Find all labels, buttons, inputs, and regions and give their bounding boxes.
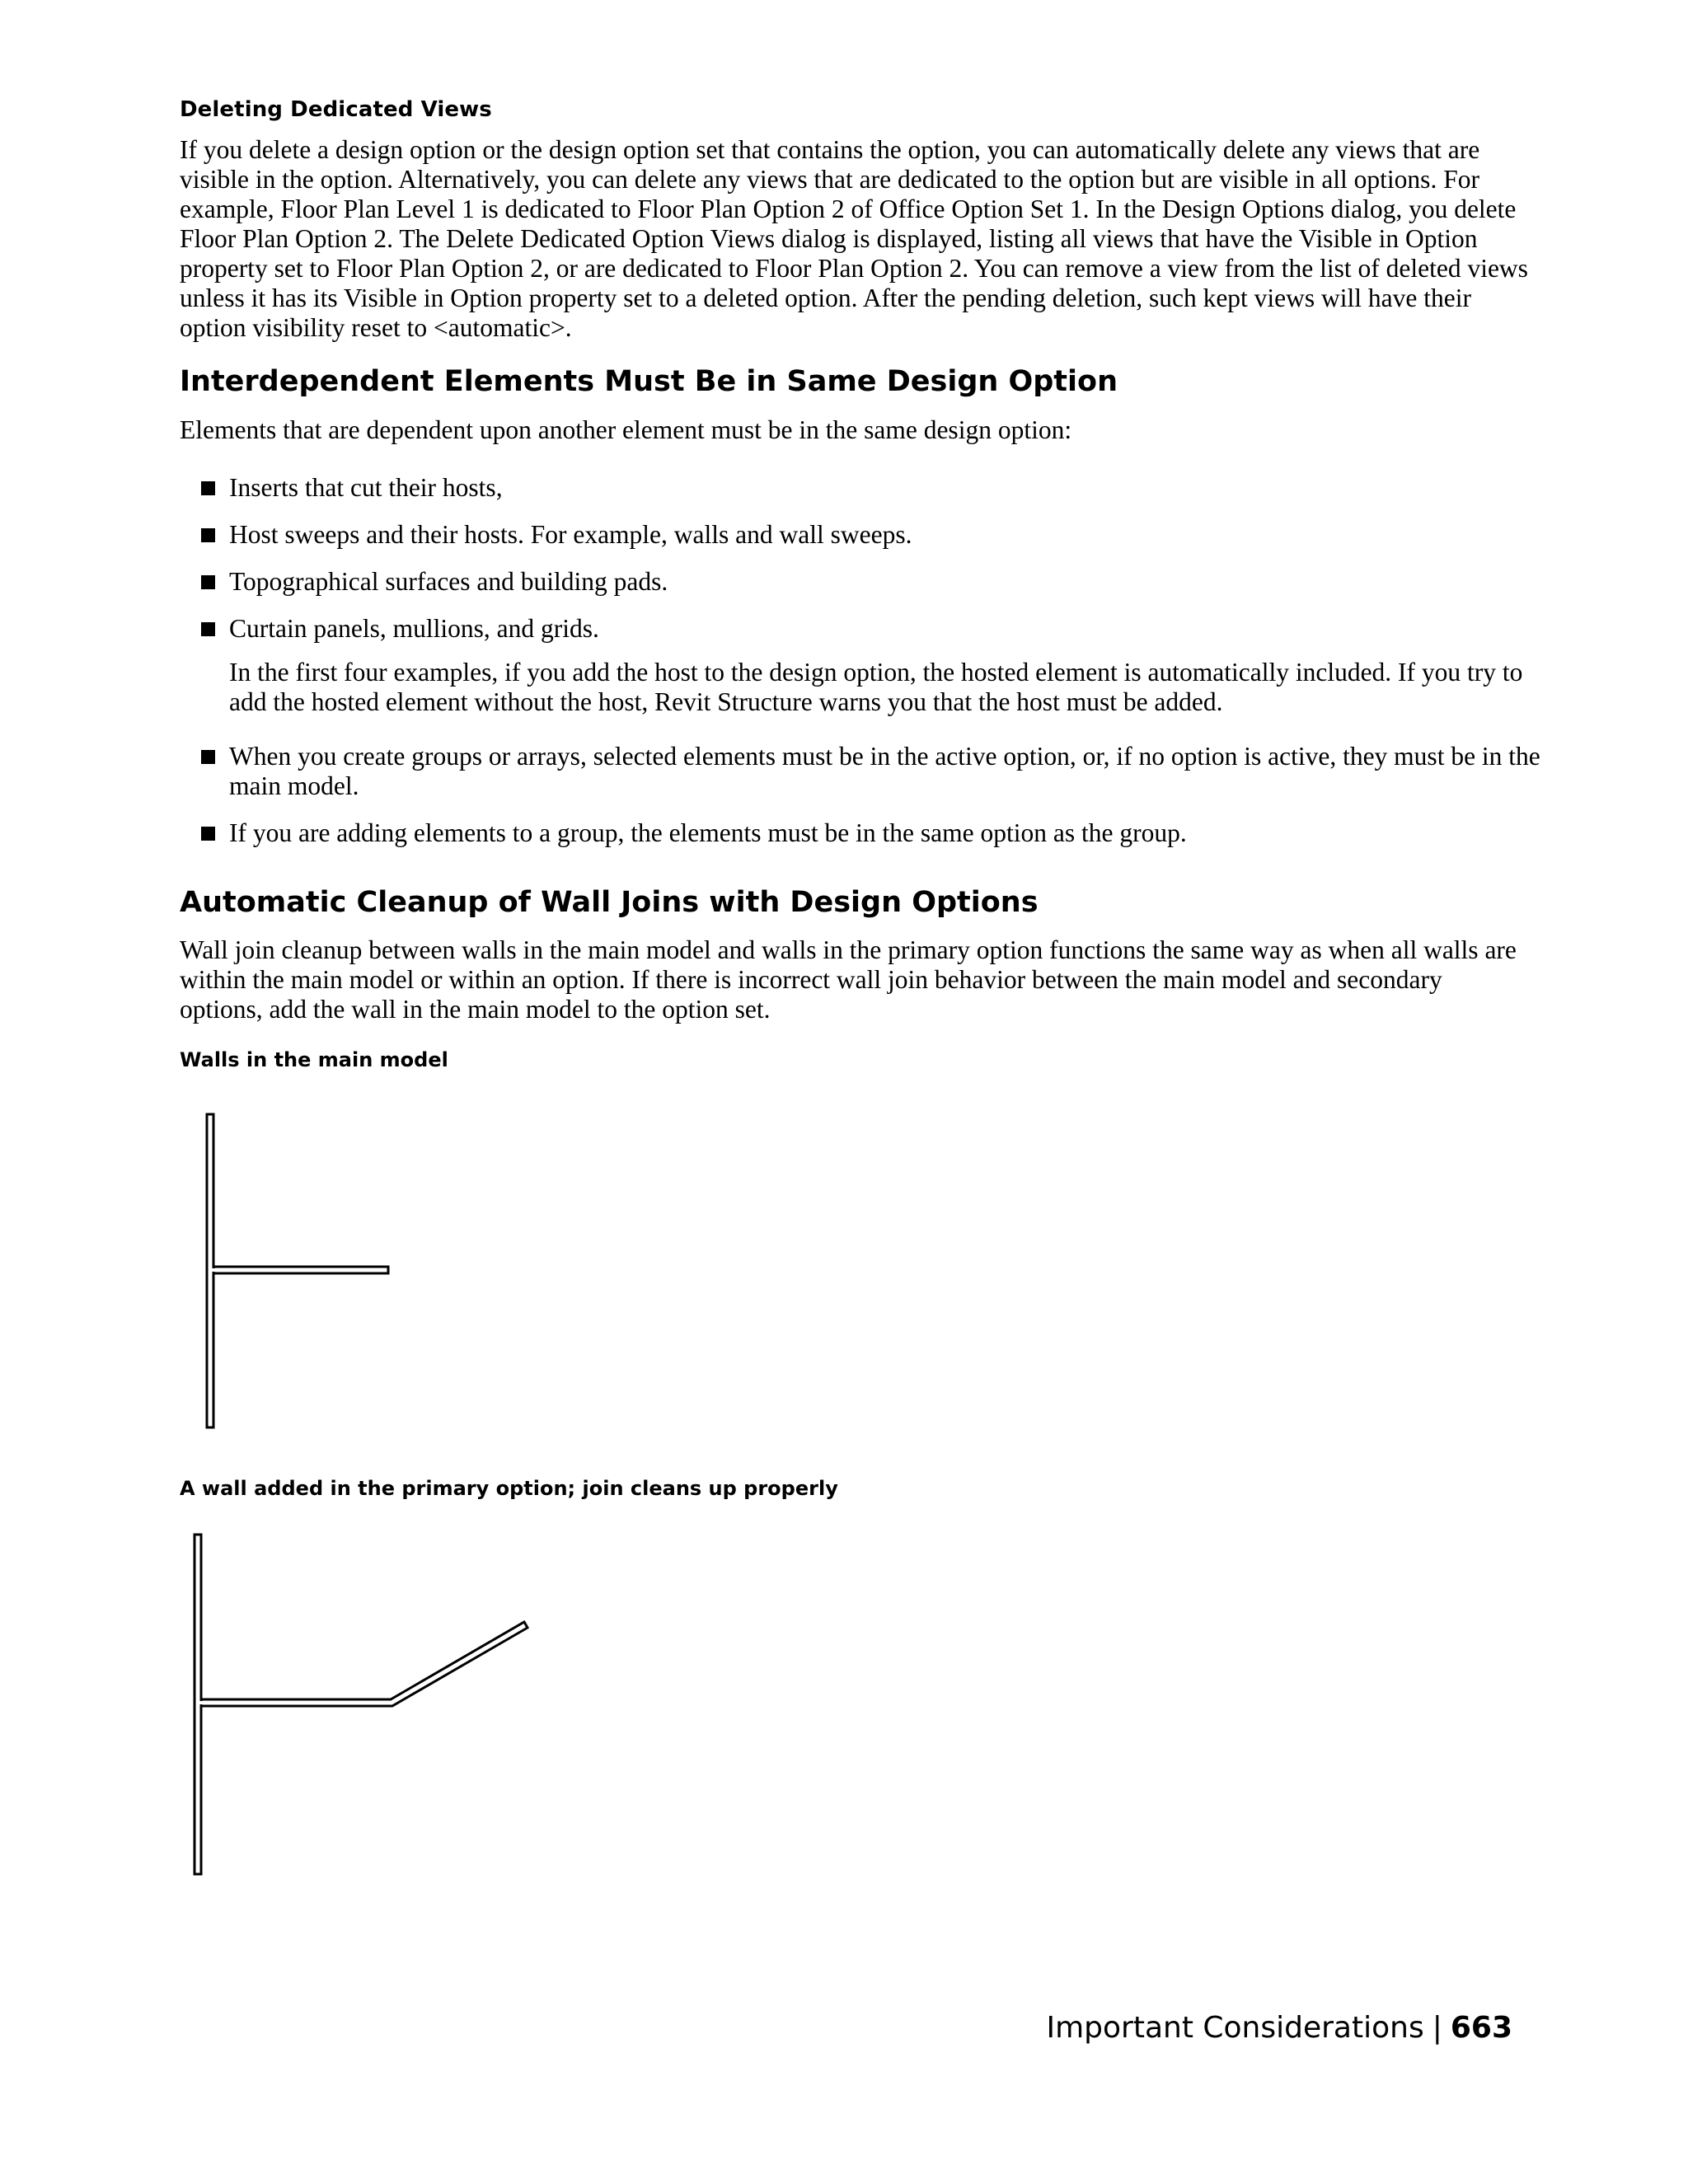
figure-caption-primary-option: A wall added in the primary option; join cleans up properly <box>180 1477 838 1500</box>
list-item <box>201 614 1564 644</box>
figure-wall-primary-option <box>0 1525 1688 1887</box>
bullet-square-icon <box>201 575 215 589</box>
paragraph-hosted-element-note: In the first four examples, if you add the host to the design option, the hosted element is automatically included. If you try to add the hosted element without the host, Revit Structure warns you that the host must be added. <box>229 658 1523 716</box>
list-item-text: If you are adding elements to a group, the elements must be in the same option as the group. <box>229 818 1187 847</box>
list-item-text: Inserts that cut their hosts, <box>229 473 503 502</box>
page-number: 663 <box>1450 2011 1512 2045</box>
bullet-square-icon <box>201 750 215 764</box>
heading-deleting-dedicated-views: Deleting Dedicated Views <box>180 97 492 122</box>
list-item <box>201 567 1564 597</box>
angled-wall <box>201 1622 528 1706</box>
list-item <box>201 520 1564 550</box>
footer-separator: | <box>1432 2011 1442 2045</box>
figure-walls-main-model <box>0 1104 1688 1451</box>
list-item-text: Curtain panels, mullions, and grids. <box>229 614 599 643</box>
bullet-square-icon <box>201 622 215 636</box>
footer-section-title: Important Considerations <box>1046 2011 1424 2045</box>
bullet-square-icon <box>201 481 215 495</box>
paragraph-automatic-cleanup: Wall join cleanup between walls in the main model and walls in the primary option functions the same way as when all walls are within the main model or within an option. If there is incorrect wall join behavior between the main model and secondary options, add the wall in the main model to the option set. <box>180 935 1517 1024</box>
list-item-text: Topographical surfaces and building pads. <box>229 567 668 596</box>
page-footer <box>1046 2011 1512 2045</box>
heading-interdependent-elements: Interdependent Elements Must Be in Same Design Option <box>180 365 1118 398</box>
list-item-text: Host sweeps and their hosts. For example, walls and wall sweeps. <box>229 520 912 549</box>
list-item <box>201 742 1564 801</box>
paragraph-deleting-dedicated-views: If you delete a design option or the design option set that contains the option, you can automatically delete any views that are visible in the option. Alternatively, you can delete any views that are dedicated to the option but are visible in all options. For example, Floor Plan Level 1 is dedicated to Floor Plan Option 2 of Office Option Set 1. In the Design Options dialog, you delete Floor Plan Option 2. The Delete Dedicated Option Views dialog is displayed, listing all views that have the Visible in Option property set to Floor Plan Option 2, or are dedicated to Floor Plan Option 2. You can remove a view from the list of deleted views unless it has its Visible in Option property set to a deleted option. After the pending deletion, such kept views will have their option visibility reset to <automatic>. <box>180 135 1528 342</box>
list-item <box>201 473 1564 503</box>
list-item <box>201 818 1564 848</box>
list-item-text: When you create groups or arrays, selected elements must be in the active option, or, if no option is active, they must be in the main model. <box>229 742 1540 800</box>
bullet-square-icon <box>201 528 215 542</box>
horizontal-wall <box>213 1267 388 1273</box>
heading-automatic-cleanup: Automatic Cleanup of Wall Joins with Design Options <box>180 886 1039 919</box>
paragraph-interdependent-intro: Elements that are dependent upon another element must be in the same design option: <box>180 415 1072 444</box>
figure-caption-walls-main-model: Walls in the main model <box>180 1048 448 1071</box>
bullet-square-icon <box>201 827 215 841</box>
